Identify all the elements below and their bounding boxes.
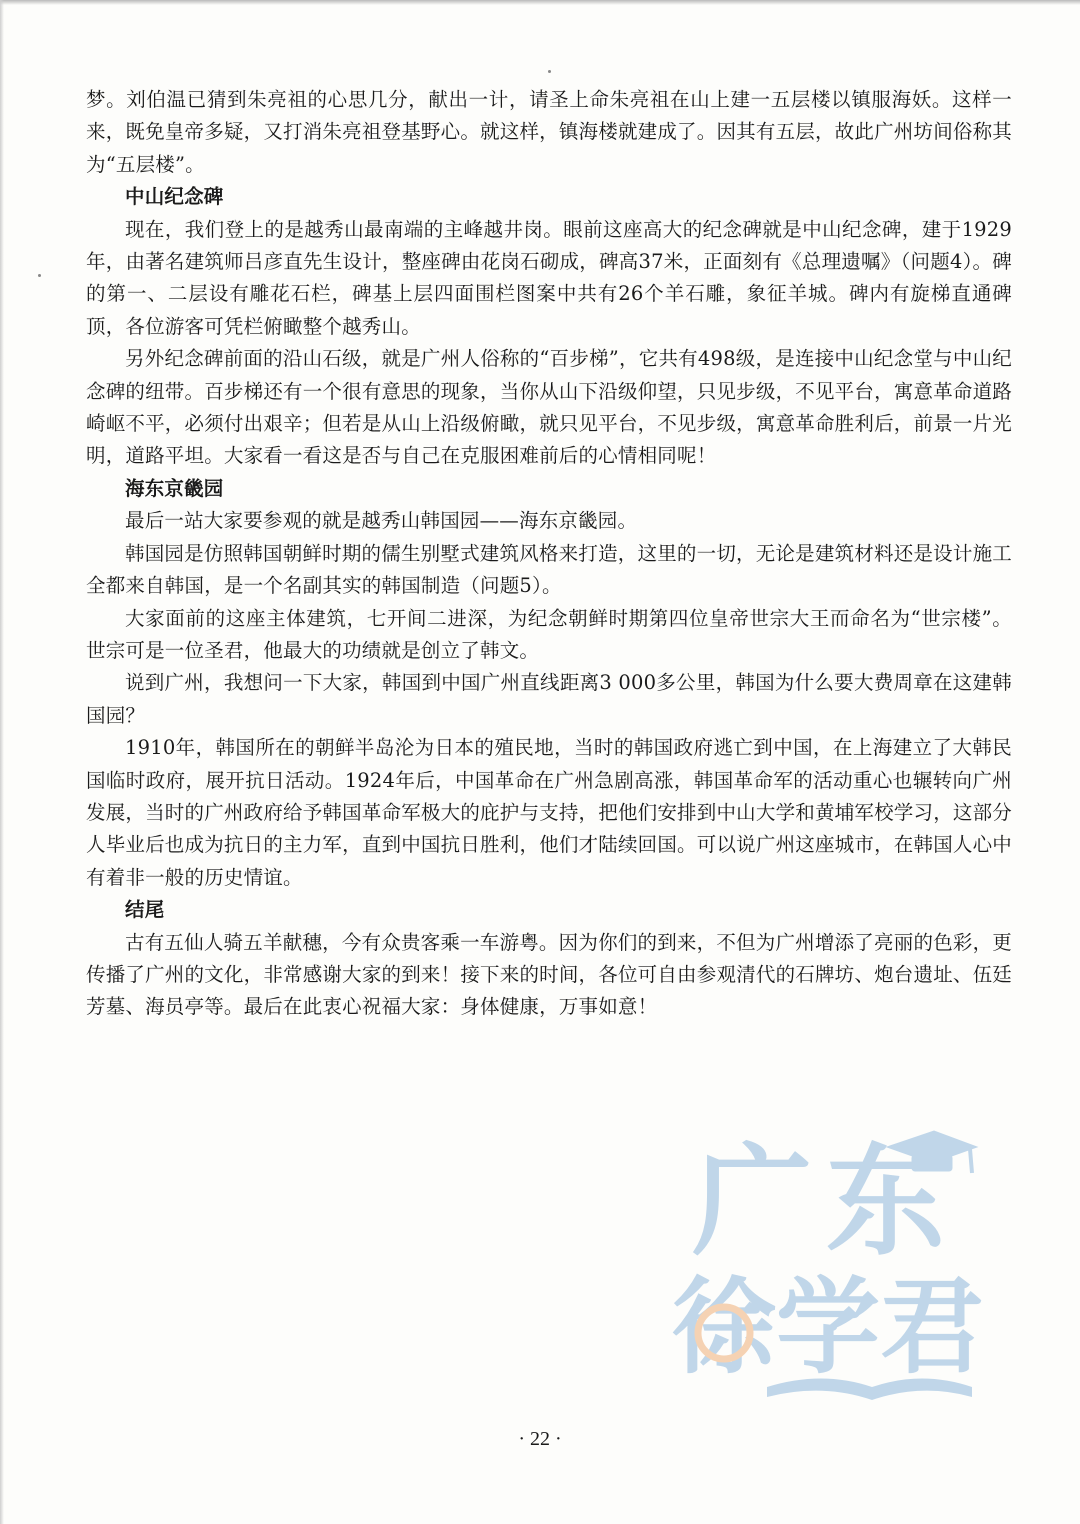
section-heading-zhongshan-monument: 中山纪念碑 xyxy=(125,185,224,209)
scan-edge-left xyxy=(0,0,4,1524)
paragraph: 现在，我们登上的是越秀山最南端的主峰越井岗。眼前这座高大的纪念碑就是中山纪念碑，建于1929年，由著名建筑师吕彦直先生设计，整座碑由花岗石砌成，碑高37米，正面刻有《总理遗嘱》（问题4）。碑的第一、二层设有雕花石栏，碑基上层四面围栏图案中共有26个羊石雕，象征羊城。碑内有旋梯直通碑顶，各位游客可凭栏俯瞰整个越秀山。 xyxy=(86,217,1012,338)
paragraph: 另外纪念碑前面的沿山石级，就是广州人俗称的“百步梯”，它共有498级，是连接中山纪念堂与中山纪念碑的纽带。百步梯还有一个很有意思的现象，当你从山下沿级仰望，只见步级，不见平台，寓意革命道路崎岖不平，必须付出艰辛；但若是从山上沿级俯瞰，就只见平台，不见步级，寓意革命胜利后，前景一片光明，道路平坦。大家看一看这是否与自己在克服困难前后的心情相同呢！ xyxy=(86,347,1012,468)
scan-speck xyxy=(548,70,551,73)
paragraph: 古有五仙人骑五羊献穗，今有众贵客乘一车游粤。因为你们的到来，不但为广州增添了亮丽的色彩，更传播了广州的文化，非常感谢大家的到来！接下来的时间，各位可自由参观清代的石牌坊、炮台遗址、伍廷芳墓、海员亭等。最后在此衷心祝福大家：身体健康，万事如意！ xyxy=(86,930,1012,1019)
paragraph: 说到广州，我想问一下大家，韩国到中国广州直线距离3 000多公里，韩国为什么要大费周章在这建韩国园？ xyxy=(86,671,1012,727)
watermark-text-line2: 徐学君 xyxy=(672,1266,985,1388)
paragraph: 最后一站大家要参观的就是越秀山韩国园——海东京畿园。 xyxy=(125,509,638,533)
scan-edge-top xyxy=(0,0,1080,5)
document-body xyxy=(86,84,1012,1024)
paragraph-continued: 梦。刘伯温已猜到朱亮祖的心思几分，献出一计，请圣上命朱亮祖在山上建一五层楼以镇服海妖。这样一来，既免皇帝多疑，又打消朱亮祖登基野心。就这样，镇海楼就建成了。因其有五层，故此广州坊间俗称其为“五层楼”。 xyxy=(86,88,1012,176)
paragraph: 韩国园是仿照韩国朝鲜时期的儒生别墅式建筑风格来打造，这里的一切，无论是建筑材料还是设计施工全都来自韩国，是一个名副其实的韩国制造（问题5）。 xyxy=(86,541,1012,598)
paragraph: 1910年，韩国所在的朝鲜半岛沦为日本的殖民地，当时的韩国政府逃亡到中国，在上海建立了大韩民国临时政府，展开抗日活动。1924年后，中国革命在广州急剧高涨，韩国革命军的活动重心也辗转向广州发展，当时的广州政府给予韩国革命军极大的庇护与支持，把他们安排到中山大学和黄埔军校学习，这部分人毕业后也成为抗日的主力军，直到中国抗日胜利，他们才陆续回国。可以说广州这座城市，在韩国人心中有着非一般的历史情谊。 xyxy=(86,736,1012,889)
section-heading-haidong-garden: 海东京畿园 xyxy=(125,476,224,500)
watermark-logo xyxy=(672,1125,1012,1425)
section-heading-ending: 结尾 xyxy=(125,898,165,922)
page-number: · 22 · xyxy=(518,1428,562,1450)
watermark-text-line1: 广东 xyxy=(692,1133,960,1272)
scan-speck xyxy=(38,274,41,277)
paragraph: 大家面前的这座主体建筑，七开间二进深，为纪念朝鲜时期第四位皇帝世宗大王而命名为“世宗楼”。世宗可是一位圣君，他最大的功绩就是创立了韩文。 xyxy=(86,606,1012,662)
